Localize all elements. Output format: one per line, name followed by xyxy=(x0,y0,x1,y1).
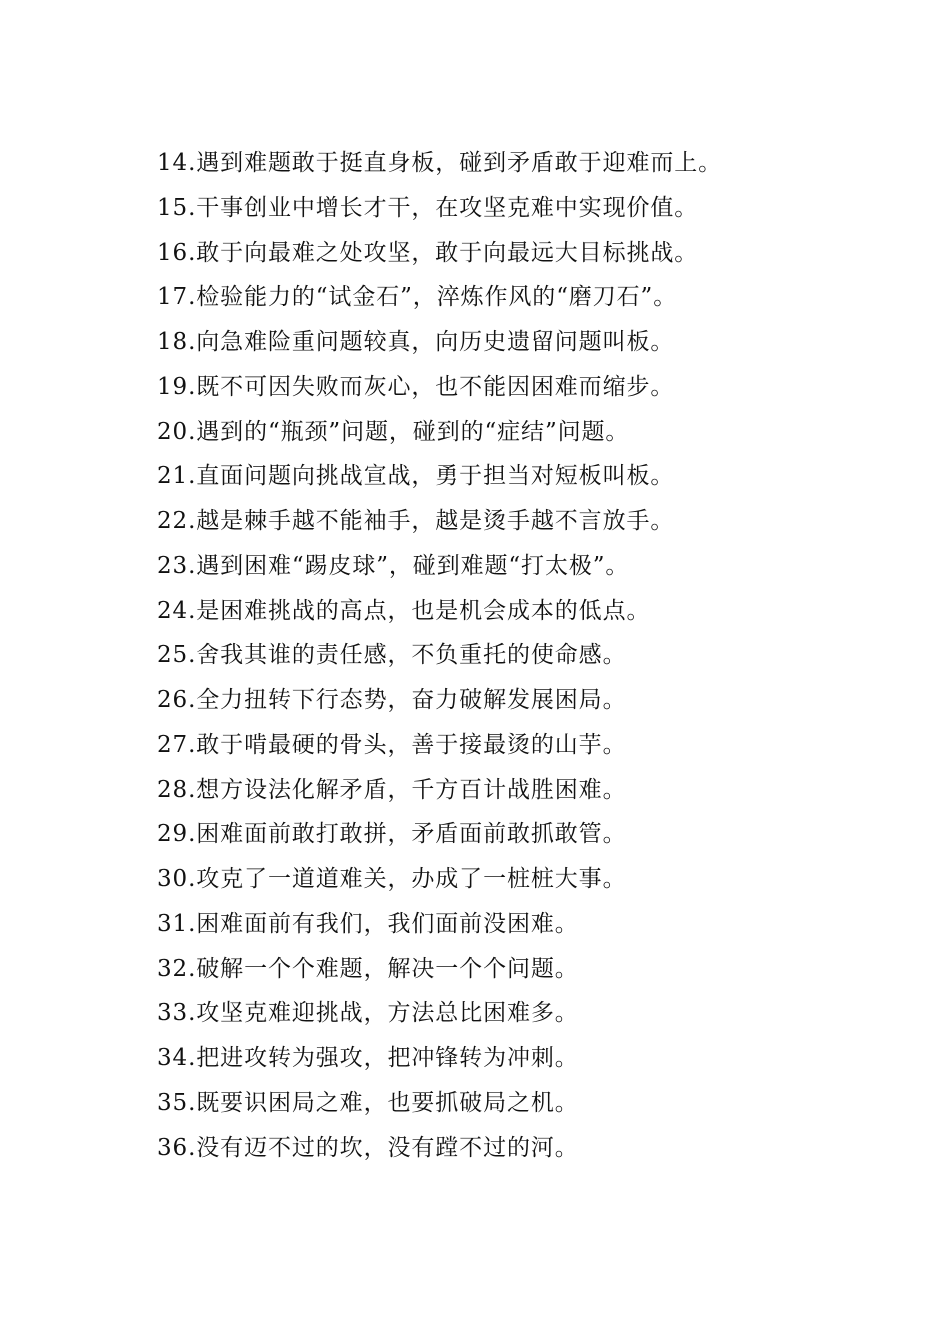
list-item: 28.想方设法化解矛盾，千方百计战胜困难。 xyxy=(157,776,627,803)
list-item: 20.遇到的“瓶颈”问题，碰到的“症结”问题。 xyxy=(157,418,630,445)
list-item: 35.既要识困局之难，也要抓破局之机。 xyxy=(157,1089,579,1116)
list-item: 25.舍我其谁的责任感，不负重托的使命感。 xyxy=(157,642,627,669)
list-item: 16.敢于向最难之处攻坚，敢于向最远大目标挑战。 xyxy=(157,239,699,266)
sentence-list xyxy=(157,144,937,1173)
list-item: 21.直面问题向挑战宣战，勇于担当对短板叫板。 xyxy=(157,463,675,490)
list-item: 19.既不可因失败而灰心，也不能因困难而缩步。 xyxy=(157,373,675,400)
list-item: 18.向急难险重问题较真，向历史遗留问题叫板。 xyxy=(157,329,675,355)
list-item: 30.攻克了一道道难关，办成了一桩桩大事。 xyxy=(157,866,627,892)
list-item: 33.攻坚克难迎挑战，方法总比困难多。 xyxy=(157,1000,579,1027)
list-item: 31.困难面前有我们，我们面前没困难。 xyxy=(157,910,579,937)
list-item: 27.敢于啃最硬的骨头，善于接最烫的山芋。 xyxy=(157,731,627,758)
list-item: 15.干事创业中增长才干，在攻坚克难中实现价值。 xyxy=(157,194,699,221)
list-item: 24.是困难挑战的高点，也是机会成本的低点。 xyxy=(157,597,651,624)
list-item: 34.把进攻转为强攻，把冲锋转为冲刺。 xyxy=(157,1045,579,1071)
list-item: 22.越是棘手越不能袖手，越是烫手越不言放手。 xyxy=(157,508,675,534)
list-item: 23.遇到困难“踢皮球”，碰到难题“打太极”。 xyxy=(157,552,630,579)
list-item: 29.困难面前敢打敢拼，矛盾面前敢抓敢管。 xyxy=(157,821,627,848)
list-item: 32.破解一个个难题，解决一个个问题。 xyxy=(157,955,579,982)
list-item: 26.全力扭转下行态势，奋力破解发展困局。 xyxy=(157,687,627,713)
list-item: 17.检验能力的“试金石”，淬炼作风的“磨刀石”。 xyxy=(157,284,678,311)
list-item: 36.没有迈不过的坎，没有蹚不过的河。 xyxy=(157,1134,579,1161)
list-item: 14.遇到难题敢于挺直身板，碰到矛盾敢于迎难而上。 xyxy=(157,150,723,176)
